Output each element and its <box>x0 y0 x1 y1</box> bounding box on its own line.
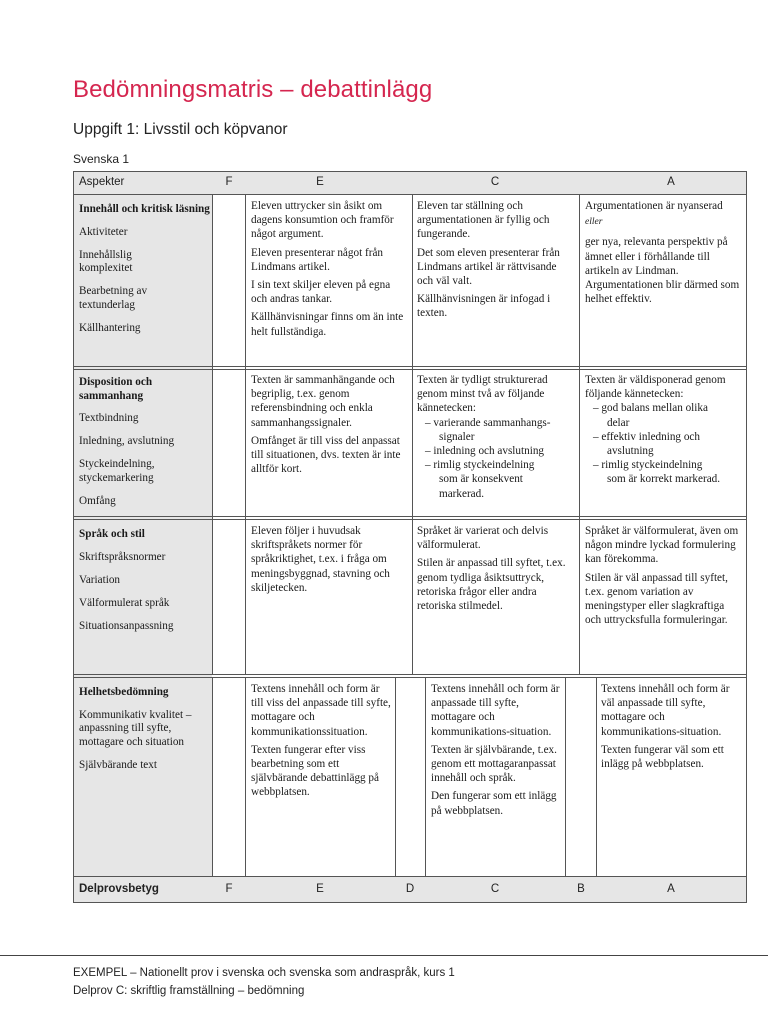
aspect-sub: Innehållslig komplexitet <box>79 248 133 274</box>
row-divider <box>73 674 747 675</box>
course-label: Svenska 1 <box>73 152 130 166</box>
footer-line-2: Delprov C: skriftlig framställning – bedömning <box>73 985 305 997</box>
aspect-title: Språk och stil <box>79 528 145 540</box>
page-title: Bedömningsmatris – debattinlägg <box>73 76 433 103</box>
criteria-c <box>417 524 575 617</box>
aspect-sub: Textbindning <box>79 412 139 424</box>
criteria-text: Källhänvisningen är infogad i texten. <box>417 293 551 320</box>
aspect-title: Innehåll och kritisk läsning <box>79 203 210 215</box>
row-divider <box>73 876 747 877</box>
aspect-sub: Kommunikativ kvalitet – anpassning till syfte, mottagare och situation <box>79 708 192 748</box>
bullet-item: – god balans mellan olika <box>593 402 708 415</box>
aspect-sub: Variation <box>79 573 121 586</box>
criteria-text: Språket är varierat och delvis välformulerat. <box>417 525 549 552</box>
aspect-sub: Skriftspråksnormer <box>79 550 166 563</box>
criteria-text: ger nya, relevanta perspektiv på ämnet eller i förhållande till artikeln av Lindman. Argumentationen blir därmed som helhet effektiv. <box>585 236 740 306</box>
col-divider <box>245 677 246 876</box>
criteria-text: Textens innehåll och form är väl anpassade till syfte, mottagare och kommunikations-situation. <box>601 683 730 738</box>
criteria-text: Eleven presenterar något från Lindmans artikel. <box>251 246 384 273</box>
aspect-disposition <box>79 376 211 518</box>
bullet-item: – effektiv inledning och <box>593 430 700 443</box>
aspect-sub: Bearbetning av textunderlag <box>79 285 148 311</box>
criteria-text: Omfånget är till viss del anpassat till situationen, dvs. texten är inte alltför kort. <box>251 434 401 476</box>
bullet-item: signaler <box>439 430 475 443</box>
col-divider <box>596 677 597 876</box>
aspect-sprak <box>79 528 211 643</box>
criteria-text: Texten fungerar väl som ett inlägg på webbplatsen. <box>601 743 724 771</box>
grade-header-a: A <box>667 176 675 188</box>
criteria-e <box>251 199 407 343</box>
subtest-grade-b: B <box>577 883 585 895</box>
criteria-text: Eleven följer i huvudsak skriftspråkets normer för språkriktighet, t.ex. i fråga om meningsbyggnad, stavning och skiljetecken. <box>251 525 390 594</box>
bullet-item: som är konsekvent <box>439 473 523 486</box>
col-divider <box>212 677 213 876</box>
aspect-sub: Välformulerat språk <box>79 596 170 609</box>
aspect-helhet <box>79 686 211 782</box>
bullet-item: – inledning och avslutning <box>425 445 545 458</box>
aspect-title: Disposition och sammanhang <box>79 376 153 402</box>
criteria-a <box>585 524 743 631</box>
subtest-grade-f: F <box>225 883 233 895</box>
grade-header-f: F <box>225 176 233 188</box>
criteria-text: Källhänvisningar finns om än inte helt fullständiga. <box>251 311 404 338</box>
criteria-text: I sin text skiljer eleven på egna och andras tankar. <box>251 279 391 306</box>
aspect-sub: Omfång <box>79 494 116 507</box>
criteria-a <box>585 199 743 310</box>
criteria-c <box>431 682 561 822</box>
bullet-item: – rimlig styckeindelning <box>425 459 535 472</box>
footer-rule <box>0 955 768 956</box>
criteria-text: Textens innehåll och form är till viss del anpassade till syfte, mottagare och kommunikationssituation. <box>251 683 391 738</box>
aspect-sub: Styckeindelning, styckemarkering <box>79 458 155 484</box>
aspect-innehall <box>79 203 211 345</box>
criteria-or: eller <box>585 217 603 228</box>
criteria-a <box>601 682 743 775</box>
criteria-text: Texten är sammanhängande och begriplig, t.ex. genom referensbindning och enkla sammanhangssignaler. <box>251 374 395 429</box>
task-subtitle: Uppgift 1: Livsstil och köpvanor <box>73 121 288 138</box>
criteria-text: Texten är självbärande, t.ex. genom ett mottagaranpassat innehåll och språk. <box>431 743 557 785</box>
row-divider <box>73 519 747 520</box>
criteria-text: Argumentationen är nyanserad <box>585 200 723 212</box>
criteria-text: Eleven uttrycker sin åsikt om dagens konsumtion och framför något argument. <box>251 200 394 241</box>
col-divider <box>425 677 426 876</box>
bullet-item: som är korrekt markerad. <box>607 473 721 486</box>
col-divider <box>412 194 413 674</box>
subtest-grade-a: A <box>667 883 675 895</box>
col-divider <box>245 194 246 674</box>
aspect-sub: Aktiviteter <box>79 225 128 238</box>
bullet-item: – varierande sammanhangs- <box>425 416 551 429</box>
bullet-item: markerad. <box>439 487 485 500</box>
criteria-text: Eleven tar ställning och argumentationen är fyllig och fungerande. <box>417 200 550 241</box>
aspects-header: Aspekter <box>79 176 125 188</box>
row-divider <box>73 369 747 370</box>
subtest-grade-c: C <box>490 883 500 895</box>
criteria-text: Stilen är anpassad till syftet, t.ex. genom tydliga åsiktsuttryck, retoriska frågor eller andra retoriska stilmedel. <box>417 557 566 613</box>
criteria-e <box>251 682 391 804</box>
criteria-text: Den fungerar som ett inlägg på webbplatsen. <box>431 790 557 817</box>
col-divider <box>565 677 566 876</box>
criteria-a <box>585 373 743 487</box>
criteria-text: Texten är väldisponerad genom följande kännetecken: <box>585 374 726 401</box>
criteria-e <box>251 524 407 599</box>
row-divider <box>73 366 747 367</box>
subtest-grade-e: E <box>316 883 324 895</box>
aspect-sub: Inledning, avslutning <box>79 435 175 447</box>
col-divider <box>579 194 580 674</box>
aspect-title: Helhetsbedömning <box>79 686 169 698</box>
subtest-grade-d: D <box>405 883 415 895</box>
criteria-text: Textens innehåll och form är anpassade till syfte, mottagare och kommunikations-situation. <box>431 683 560 738</box>
col-divider <box>395 677 396 876</box>
criteria-text: Stilen är väl anpassad till syftet, t.ex. genom variation av meningstyper eller slagkraftiga och uttrycksfulla formuleringar. <box>585 571 728 627</box>
criteria-e <box>251 373 407 480</box>
col-divider <box>212 194 213 674</box>
aspect-sub: Källhantering <box>79 321 141 334</box>
grade-header-c: C <box>490 176 500 188</box>
criteria-text: Språket är välformulerat, även om någon mindre lyckad formulering kan förekomma. <box>585 525 739 566</box>
row-divider <box>73 194 747 195</box>
row-divider <box>73 677 747 678</box>
criteria-c <box>417 373 575 501</box>
criteria-text: Det som eleven presenterar från Lindmans artikel är rättvisande och väl valt. <box>417 246 560 288</box>
bullet-item: delar <box>607 416 630 429</box>
bullet-item: – rimlig styckeindelning <box>593 459 703 472</box>
bullet-item: avslutning <box>607 445 654 458</box>
grade-header-e: E <box>316 176 324 188</box>
footer-line-1: EXEMPEL – Nationellt prov i svenska och svenska som andraspråk, kurs 1 <box>73 967 455 979</box>
aspect-sub: Situationsanpassning <box>79 619 174 632</box>
subtest-grade-label: Delprovsbetyg <box>79 883 159 895</box>
criteria-text: Texten fungerar efter viss bearbetning som ett självbärande debattinlägg på webbplatsen. <box>251 743 379 799</box>
criteria-text: Texten är tydligt strukturerad genom minst två av följande kännetecken: <box>417 374 548 415</box>
criteria-c <box>417 199 575 325</box>
aspect-sub: Självbärande text <box>79 758 157 771</box>
